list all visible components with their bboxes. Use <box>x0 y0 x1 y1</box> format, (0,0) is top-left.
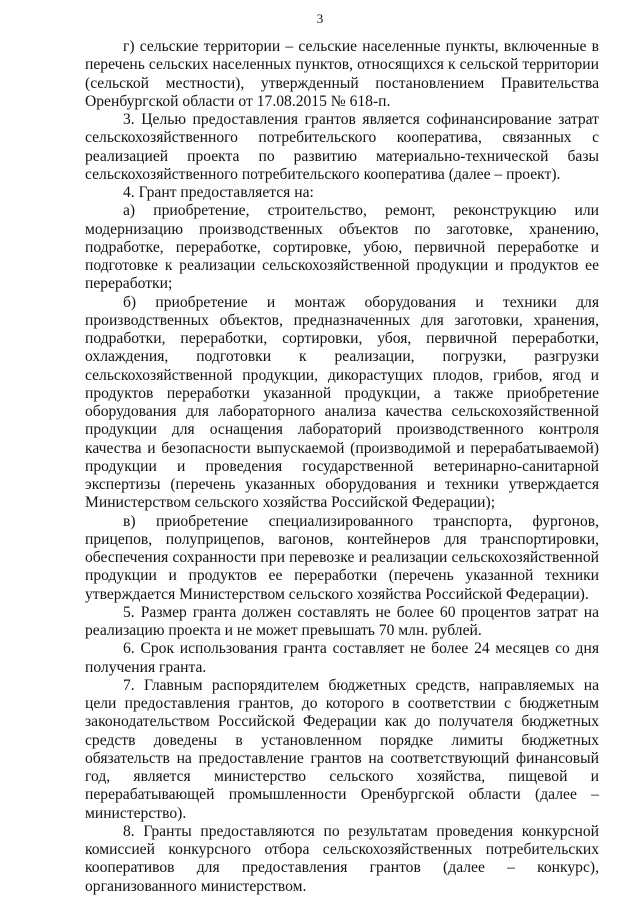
paragraph-4a-facilities: а) приобретение, строительство, ремонт, реконструкцию или модернизацию производственных объектов по заготовке, хранению, подработке, переработке, сортировке, убою, первичной переработке и подготовке к реализации сельскохозяйственной продукции и продуктов ее переработки; <box>85 202 599 293</box>
paragraph-4b-equipment: б) приобретение и монтаж оборудования и техники для производственных объектов, предназначенных для заготовки, хранения, подработки, переработки, сортировки, убоя, первичной переработки, охлаждения, подготовки к реализации, погрузки, разгрузки сельскохозяйственной продукции, дикорастущих плодов, грибов, ягод и продуктов переработки указанной продукции, а также приобретение оборудования для лабораторного анализа качества сельскохозяйственной продукции для оснащения лабораторий производственного контроля качества и безопасности выпускаемой (производимой и перерабатываемой) продукции и проведения государственной ветеринарно-санитарной экспертизы (перечень указанных оборудования и техники утверждается Министерством сельского хозяйства Российской Федерации); <box>85 293 599 512</box>
paragraph-5-grant-size: 5. Размер гранта должен составлять не более 60 процентов затрат на реализацию проекта и не может превышать 70 млн. рублей. <box>85 603 599 639</box>
document-body <box>85 38 599 896</box>
paragraph-3-purpose: 3. Целью предоставления грантов является софинансирование затрат сельскохозяйственного потребительского кооператива, связанных с реализацией проекта по развитию материально-технической базы сельскохозяйственного потребительского кооператива (далее – проект). <box>85 111 599 183</box>
paragraph-4v-transport: в) приобретение специализированного транспорта, фургонов, прицепов, полуприцепов, вагонов, контейнеров для транспортировки, обеспечения сохранности при перевозке и реализации сельскохозяйственной продукции и продуктов ее переработки (перечень указанной техники утверждается Министерством сельского хозяйства Российской Федерации). <box>85 512 599 603</box>
paragraph-7-budget-manager: 7. Главным распорядителем бюджетных средств, направляемых на цели предоставления грантов, до которого в соответствии с бюджетным законодательством Российской Федерации как до получателя бюджетных средств доведены в установленном порядке лимиты бюджетных обязательств на предоставление грантов на соответствующий финансовый год, является министерство сельского хозяйства, пищевой и перерабатывающей промышленности Оренбургской области (далее – министерство). <box>85 676 599 822</box>
paragraph-8-competition: 8. Гранты предоставляются по результатам проведения конкурсной комиссией конкурсного отбора сельскохозяйственных потребительских кооперативов для предоставления грантов (далее – конкурс), организованного министерством. <box>85 822 599 895</box>
paragraph-g-rural-territories: г) сельские территории – сельские населенные пункты, включенные в перечень сельских населенных пунктов, относящихся к сельской территории (сельской местности), утвержденный постановлением Правительства Оренбургской области от 17.08.2015 № 618-п. <box>85 38 599 110</box>
paragraph-4-grant-uses: 4. Грант предоставляется на: <box>123 184 314 201</box>
page-number: 3 <box>316 11 324 26</box>
paragraph-6-usage-term: 6. Срок использования гранта составляет не более 24 месяцев со дня получения гранта. <box>85 640 599 676</box>
